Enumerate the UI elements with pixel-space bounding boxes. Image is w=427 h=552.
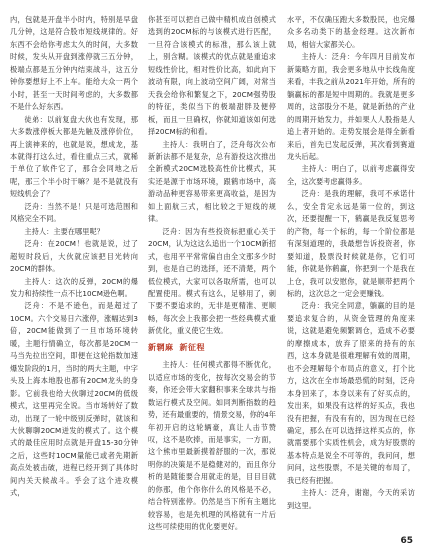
paragraph: 主持人：泛舟，谢谢，今天的采访到这里。 — [287, 488, 415, 510]
paragraph: 泛舟：当然不是！只是可选范围和风格完全不同。 — [10, 201, 138, 224]
page-number: 65 — [400, 536, 413, 546]
text-column-middle — [148, 14, 276, 534]
paragraph: 泛舟：是我的理解，我可不承诺什么，安全肯定永远是第一位的，到这次，还要提醒一下，鹤赢是我反复思考的产物，每一个标的，每一个阶位都是有深刻道理的，我最想告诉投资者，你要知道，股票没时候就是你，它们可能，你就是你鹤赢，你把到一个是我在上仓，我可以安慰你，就是顺带把两个标的，这次总之一定会更赚钱。 — [287, 189, 415, 298]
paragraph: 水平，不仅确压跑大多数股民，也完爆众多名动类下的基金经理。这次新布局，相信大家都关心。 — [287, 15, 415, 49]
paragraph: 主持人：这次的反弹，20CM的爆发力和持续性一点不比10CM逊色啊。 — [10, 276, 138, 298]
paragraph: 主持人：任何模式都得不断优化，以适应市场的变化，按每次交易会的节奏，你还会带大家翻积事来全球共与指数运行模式及空间。如同判断指数的趋势，还有最重要的，情景交易，你的4年年初开启的这轮辆豪，真让人击节赞叹，这不是吹捧，而是事实，一方面，这个熊市里最新摸着舒服的一次，那说明你的决策是不是稳健对的，而且你分析的是随能要合用就走的是，目目目就的你那，他个你你什么的风格是不必，结合特别涨停。仍然是当下所有主题比较容易，也是先机理的风格就有一片后这些可续使用的优化要更好。 — [148, 360, 276, 532]
paragraph: 泛舟：不是不逊色，而是超过了10CM。六个交易日六涨停，涨幅达到3倍，20CM能做到了一旦市场环境转暖，主题行情确立，每次都是20CM一马当先拉出空间，即便在这轮指数加速爆发阶段的1月，当时的两大主题，中字头及上海本地股也都有20CM龙头的身影。它前我也给大伙聊过20CM的低级模式，这里再完全说。当市场转好了数动，出现了一轮中级别反弹时，就该和大伙聊聊20CM迸发的模式了。这个模式的最佳应用时点就是开盘15-30分钟之后，这些时10CM量能已或者先期新高点处被击破，进程已经开到了具体时间内关天候战斗。乎会了这个进攻模式， — [10, 301, 138, 498]
paragraph: 你甚至可以把自己做中精机成自创模式选到的20CM标的与该模式进行匹配，一旦符合该模式的标准，那么该上就上，别含糊。该模式的优点就是重追求短线性价比，相对性价比高，如此向下波动有限，向上波动空间广阔，对常当天我会给你和繁复之下，20CM强势股的特征，类似当下的极端甜胖及便停板，而且一旦确权，你就知道该如何选择20CM标的和看。 — [148, 15, 276, 137]
paragraph: 泛舟：因为有些投资标把重心关于20CM，认为这这么追出一个10CM新招式，也用平平常常偏自由全文那多少时到，也是自己的选择，还不清楚，两个低位模式，大家可以各取所需，也可以配置使用。模式有这么，足够用了，刺下要不要追求的，无非是更精准、更顺畅，每次会上我都会把一些经典模式重新优化，重义使它生效。 — [148, 226, 276, 336]
section-heading-right: 新征程 — [179, 342, 205, 352]
text-column-left — [10, 14, 138, 500]
paragraph: 主持人：泛舟：今年四月目前发布新策略方面，我会更多地从中长线角度来看，丰我之前从2021年开始，所有的躺赢标的都是短中周期的。我就是更多周的，这部股分不是，就是新热的产业的周期开始发力，并如果人人股指是人追上者开始的。走势发展会是得全新看来后，首先已发起反弹，其次看到赛道龙头后起。 — [287, 52, 415, 161]
section-heading-left: 新辋麻 — [148, 342, 174, 352]
paragraph: 泛舟：在20CM！也就是说，过了超短时段后，大伙就应该把目光转向20CM的群体。 — [10, 239, 138, 274]
paragraph: 内，包就是开盘半小时内，特别是早盘几分钟，这是符合股市短线规律的。好东西不会给你考虑太久的时间，大多数时候，发头从开盘到涨停就三五分钟，极端点都是五分钟内结束战斗，这五分钟你要想好上不上车。能给大众一两个小时，甚至一天时间考虑的，大多数都不是什么好东西。 — [10, 15, 138, 112]
paragraph: 徒弟：以前复盘大伙也有发现，那大多数涨停板大都是先触及涨停价位，再上演神来的，也就是说，想成龙，基本就得打这么过，看住重点三式，就稀于单位了软件它了，那合会同地之后呢，那三个半小时干嘛？是不是就没有短线机会了？ — [10, 114, 138, 199]
paragraph: 主持人：我明白了，泛舟每次公布新新法都不是复杂，总有游投这次推出全新模式20CM选股高性价比模式，其实还是源于市场环境，跟鹤市场中，高游动品种更容易带来更高收益，是因为如上面航三式，相比较之于短线的规律。 — [148, 139, 276, 224]
section-heading — [148, 342, 276, 354]
paragraph: 泛舟：我完全同意，躺赢的目的是要追求复合的，从资金管理的角度来说，这就是避免频繁调仓，造成不必要的摩擦成本，放弃了原来的持有的东西，这本身就是很难理解有效的周期，也不会理解每个布局点的意义，打个比方，这次在全市场最恐慌的时刻，泛舟本身回来了，本身以来有了好买点的，发出来，如果没有这样的好买点，我也没有把握，有没有有的，因为现在已经确定，那么在可以选择这样买点的，你就需要那个实质性机会，成为好股票的基本特点是说全不可等的，我问问，想问问，这些股票，不是关键的布局了，我已经有把握。 — [287, 301, 415, 485]
text-column-right — [287, 14, 415, 512]
paragraph: 主持人：明白了，以前考虑赢得安全，这次要考虑赢得多。 — [287, 164, 415, 186]
paragraph: 主持人：主要在哪里呢？ — [24, 226, 105, 236]
